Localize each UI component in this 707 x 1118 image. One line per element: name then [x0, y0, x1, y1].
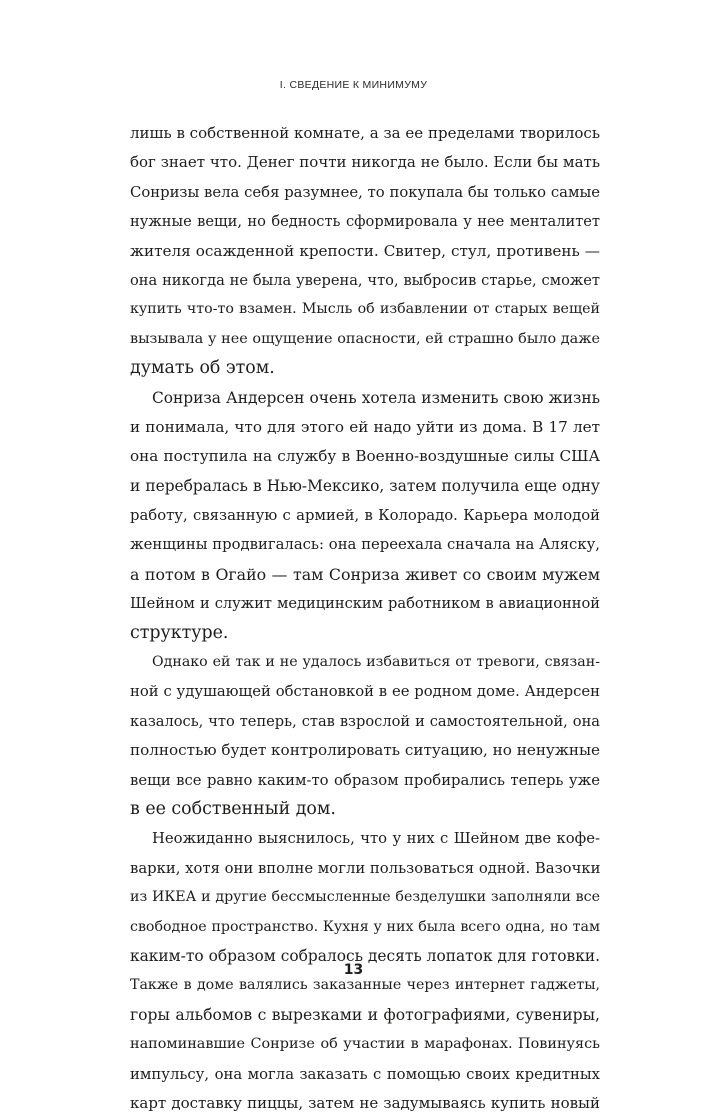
text-line: нужные вещи, но бедность сформировала у нее менталитет [130, 213, 600, 231]
text-line: женщины продвигалась: она переехала сначала на Аляску, [130, 536, 600, 554]
text-line: горы альбомов с вырезками и фотографиями, сувениры, [130, 1005, 600, 1024]
text-line: и перебралась в Нью-Мексико, затем получила еще одну [130, 476, 600, 495]
text-line: напоминавшие Сонризе об участии в марафонах. Повинуясь [130, 1036, 600, 1053]
text-line: а потом в Огайо — там Сонриза живет со своим мужем [130, 564, 600, 584]
text-line: каким-то образом собралось десять лопаток для готовки. [130, 946, 600, 965]
text-line: из ИКЕА и другие бессмысленные безделушки заполняли все [130, 889, 600, 906]
text-line: Сонризы вела себя разумнее, то покупала бы только самые [130, 183, 600, 201]
text-line: лишь в собственной комнате, а за ее пределами творилось [130, 124, 600, 142]
text-line: ной с удушающей обстановкой в ее родном доме. Андерсен [130, 683, 600, 701]
text-line: варки, хотя они вполне могли пользоваться одной. Вазочки [130, 859, 601, 877]
text-line: свободное пространство. Кухня у них была всего одна, но там [130, 918, 600, 935]
text-line: вызывала у нее ощущение опасности, ей страшно было даже [130, 330, 600, 347]
text-line: карт доставку пиццы, затем не задумываясь купить новый [130, 1093, 600, 1112]
text-line: Сонриза Андерсен очень хотела изменить свою жизнь [152, 388, 600, 407]
text-line: Однако ей так и не удалось избавиться от тревоги, связан- [152, 654, 600, 671]
text-line: жителя осажденной крепости. Свитер, стул, противень — [130, 241, 600, 260]
text-line: бог знает что. Денег почти никогда не было. Если бы мать [130, 153, 600, 172]
text-line: в ее собственный дом. [130, 798, 336, 819]
text-line: купить что-то взамен. Мысль об избавлении от старых вещей [130, 301, 600, 318]
text-line: Также в доме валялись заказанные через интернет гаджеты, [130, 977, 600, 994]
text-line: и понимала, что для этого ей надо уйти из дома. В 17 лет [130, 417, 600, 436]
text-line: Неожиданно выяснилось, что у них с Шейном две кофе- [152, 830, 600, 848]
text-line: импульсу, она могла заказать с помощью своих кредитных [130, 1065, 600, 1083]
page-number: 13 [343, 962, 364, 978]
text-line: думать об этом. [130, 358, 275, 379]
text-line: Шейном и служит медицинским работником в авиационной [130, 595, 600, 613]
text-line: вещи все равно каким-то образом пробирались теперь уже [130, 771, 600, 789]
text-line: она никогда не была уверена, что, выбросив старье, сможет [130, 271, 600, 289]
text-line: полностью будет контролировать ситуацию, но ненужные [130, 741, 601, 760]
text-line: казалось, что теперь, став взрослой и самостоятельной, она [130, 712, 600, 730]
running-head: I. СВЕДЕНИЕ К МИНИМУМУ [279, 79, 428, 91]
text-line: она поступила на службу в Военно-воздушные силы США [130, 447, 600, 466]
text-line: работу, связанную с армией, в Колорадо. Карьера молодой [130, 507, 600, 525]
text-line: структуре. [130, 622, 229, 643]
